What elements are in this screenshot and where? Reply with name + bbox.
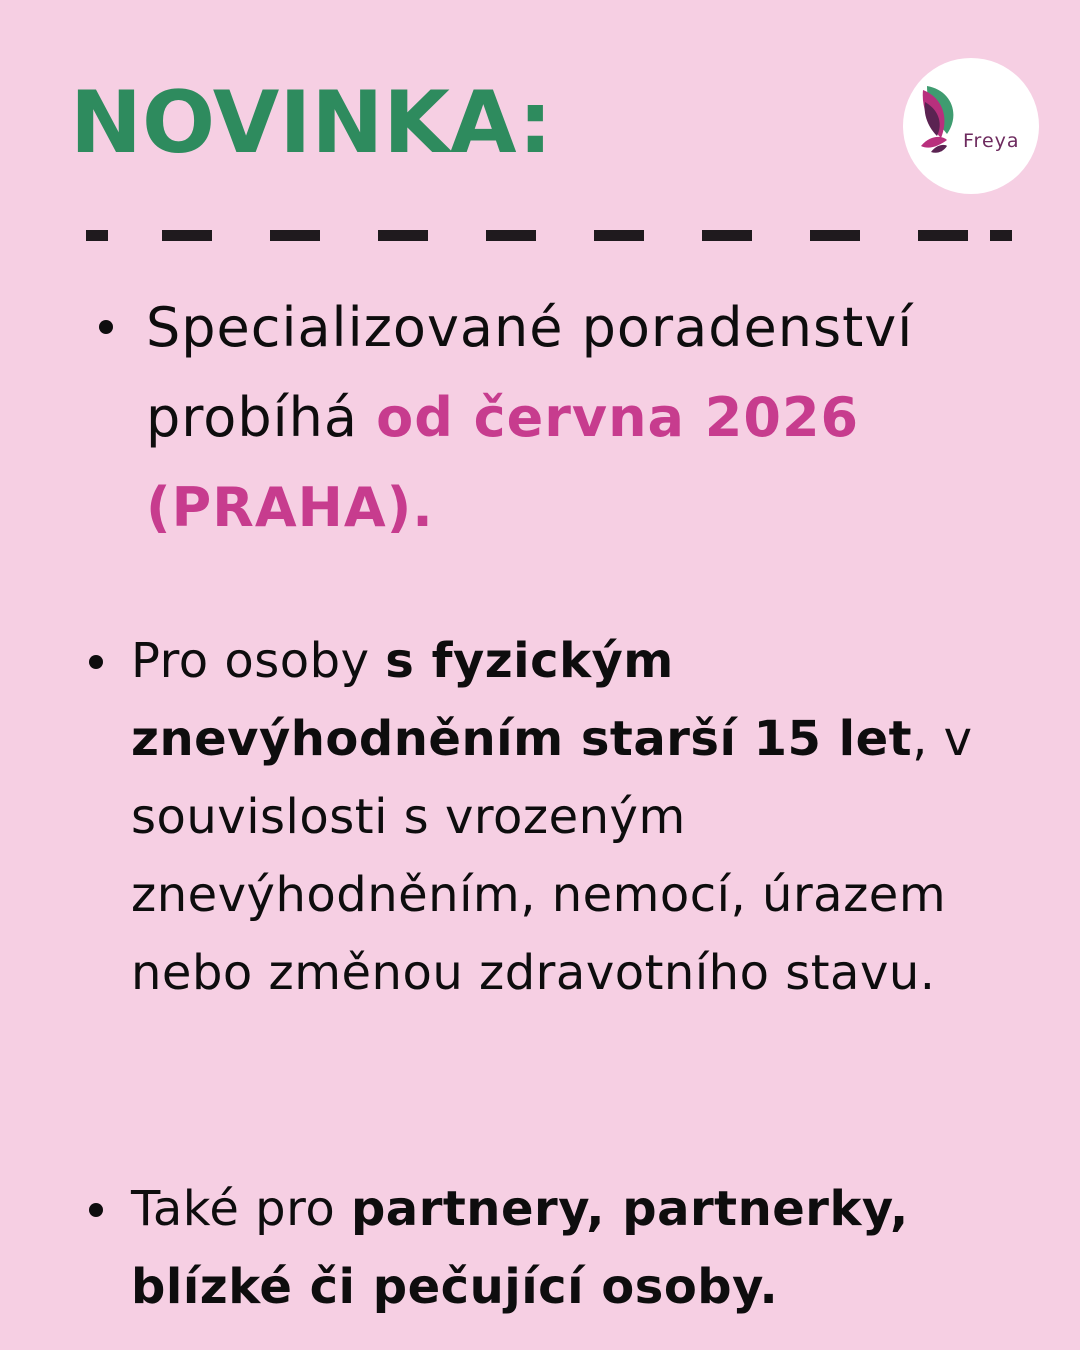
item-bold-text: s fyzickým znevýhodněním starší 15 let (131, 633, 913, 767)
divider-dash (990, 230, 1012, 241)
item-text (131, 1170, 1031, 1326)
bullet-point (89, 655, 103, 669)
divider-dash (918, 230, 968, 241)
dashed-divider (80, 230, 1020, 246)
divider-dash (378, 230, 428, 241)
butterfly-icon (917, 84, 967, 158)
item-text (131, 622, 1031, 1012)
divider-dash (594, 230, 644, 241)
freya-logo (903, 58, 1039, 194)
item-text (146, 283, 1046, 553)
headline: NOVINKA: (70, 73, 553, 173)
divider-dash (162, 230, 212, 241)
item-plain-text: Pro osoby (131, 633, 386, 689)
logo-wordmark: Freya (963, 130, 1020, 152)
item-plain-text: Také pro (131, 1181, 351, 1237)
item-bold-text: partnery, partnerky, blízké či pečující osoby. (131, 1181, 909, 1315)
divider-dash (86, 230, 108, 241)
bullet-point (89, 1203, 103, 1217)
item-plain-text: , v souvislosti s vrozeným znevýhodněním, nemocí, úrazem nebo změnou zdravotního stavu. (131, 711, 973, 1001)
divider-dash (702, 230, 752, 241)
item-highlight: od června 2026 (PRAHA). (146, 386, 860, 539)
item-plain-text: Specializované poradenství probíhá (146, 296, 914, 449)
divider-dash (810, 230, 860, 241)
bullet-point (99, 320, 113, 334)
divider-dash (270, 230, 320, 241)
divider-dash (486, 230, 536, 241)
